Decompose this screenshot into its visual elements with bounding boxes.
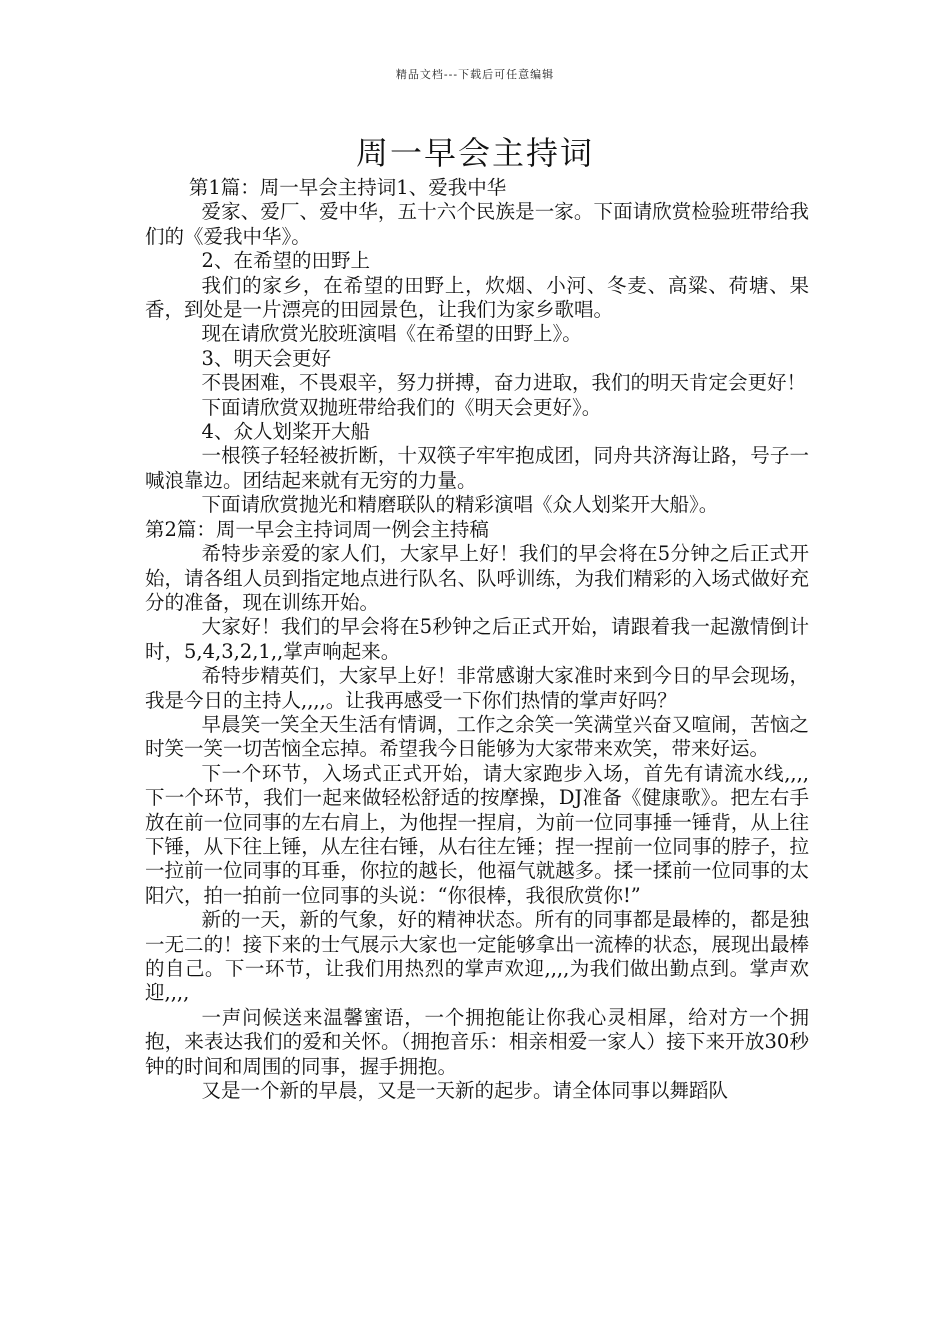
- paragraph: 一声问候送来温馨蜜语，一个拥抱能让你我心灵相犀，给对方一个拥抱，来表达我们的爱和关怀。（拥抱音乐：相亲相爱一家人）接下来开放30秒钟的时间和周围的同事，握手拥抱。: [145, 1005, 809, 1078]
- paragraph: 又是一个新的早晨，又是一天新的起步。请全体同事以舞蹈队: [201, 1079, 729, 1103]
- paragraph: 大家好！我们的早会将在5秒钟之后正式开始，请跟着我一起激情倒计时，5,4,3,2,1,,掌声响起来。: [145, 615, 809, 663]
- section-heading: 第1篇：周一早会主持词1、爱我中华: [188, 176, 507, 199]
- document-title: 周一早会主持词: [355, 134, 594, 172]
- paragraph: 下面请欣赏双抛班带给我们的《明天会更好》。: [201, 395, 602, 419]
- paragraph: 希特步精英们，大家早上好！非常感谢大家准时来到今日的早会现场，我是今日的主持人,,,,。让我再感受一下你们热情的掌声好吗？: [145, 664, 809, 712]
- header-note: 精品文档---下载后可任意编辑: [395, 68, 555, 81]
- paragraph: 不畏困难，不畏艰辛，努力拼搏，奋力进取，我们的明天肯定会更好！: [201, 371, 807, 395]
- subheading: 4、众人划桨开大船: [201, 420, 370, 444]
- paragraph: 一根筷子轻轻被折断，十双筷子牢牢抱成团，同舟共济海让路，号子一喊浪靠边。团结起来就有无穷的力量。: [145, 444, 809, 492]
- subheading: 2、在希望的田野上: [201, 249, 370, 273]
- paragraph: 下面请欣赏抛光和精磨联队的精彩演唱《众人划桨开大船》。: [201, 493, 719, 517]
- paragraph: 我们的家乡，在希望的田野上，炊烟、小河、冬麦、高粱、荷塘、果香，到处是一片漂亮的田园景色，让我们为家乡歌唱。: [145, 273, 809, 322]
- section-heading: 第2篇：周一早会主持词周一例会主持稿: [145, 517, 489, 541]
- paragraph: 新的一天，新的气象，好的精神状态。所有的同事都是最棒的，都是独一无二的！接下来的士气展示大家也一定能够拿出一流棒的状态，展现出最棒的自己。下一环节，让我们用热烈的掌声欢迎,,,,为我们做出勤点到。掌声欢迎,,,,: [145, 908, 809, 1005]
- document-body: [145, 176, 809, 1103]
- paragraph: 下一个环节，入场式正式开始，请大家跑步入场，首先有请流水线,,,, 下一个环节，我们一起来做轻松舒适的按摩操，DJ准备《健康歌》。把左右手放在前一位同事的左右肩上，为他捏一捏肩，为前一位同事捶一锤背，从上往下锤，从下往上锤，从左往右锤，从右往左锤；捏一捏前一位同事的脖子，拉一拉前一位同事的耳垂，你拉的越长，他福气就越多。揉一揉前一位同事的太阳穴，拍一拍前一位同事的头说：“你很棒，我很欣赏你!”: [145, 761, 809, 907]
- paragraph: 爱家、爱厂、爱中华，五十六个民族是一家。下面请欣赏检验班带给我们的《爱我中华》。: [145, 200, 809, 248]
- paragraph: 希特步亲爱的家人们，大家早上好！我们的早会将在5分钟之后正式开始，请各组人员到指定地点进行队名、队呼训练，为我们精彩的入场式做好充分的准备，现在训练开始。: [145, 542, 809, 614]
- paragraph: 早晨笑一笑全天生活有情调，工作之余笑一笑满堂兴奋又喧闹，苦恼之时笑一笑一切苦恼全忘掉。希望我今日能够为大家带来欢笑，带来好运。: [145, 712, 809, 761]
- subheading: 3、明天会更好: [201, 346, 331, 370]
- paragraph: 现在请欣赏光胶班演唱《在希望的田野上》。: [201, 322, 582, 346]
